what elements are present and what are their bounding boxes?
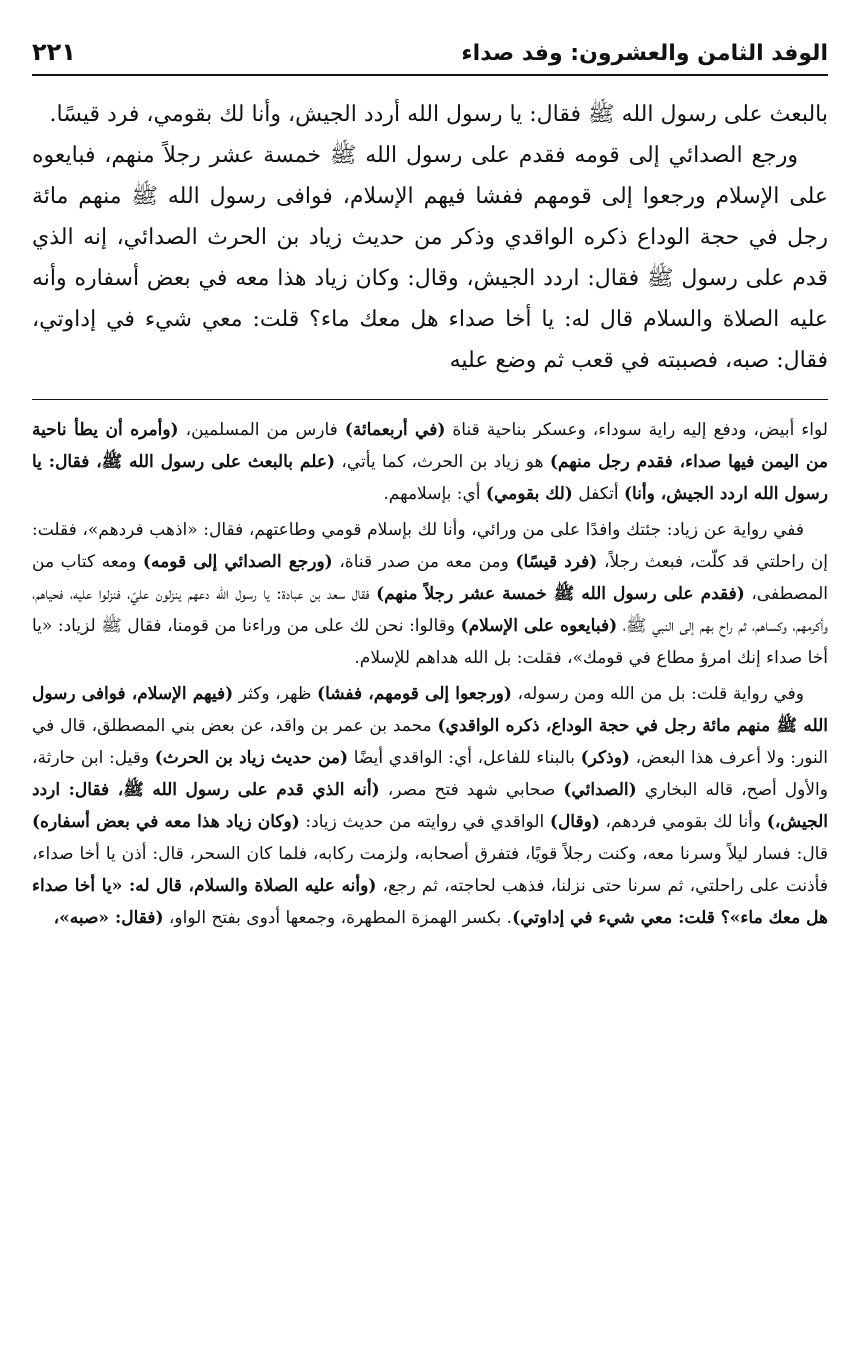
page-number: ٢٢١ [32,38,76,66]
commentary-paragraph [32,514,828,674]
commentary-paragraph [32,678,828,934]
commentary-run: محمد بن عمر بن واقد، عن بعض بني المصطلق، قال في النور: ولا أعرف هذا البعض، [32,716,829,768]
commentary-bold-run: (وأنه عليه الصلاة والسلام، قال له: «يا أخا صداء هل معك ماء»؟ قلت: معي شيء في إداوتي) [32,876,828,928]
commentary-bold-run: (الصدائي) [563,780,637,800]
commentary-bold-run: (ورجع الصدائي إلى قومه) [142,552,333,572]
commentary-run: وأنا لك بقومي فردهم، [599,812,767,832]
main-paragraph: ورجع الصدائي إلى قومه فقدم على رسول الله ﷺ خمسة عشر رجلاً منهم، فبايعوه على الإسلام ورجعوا إلى قومهم ففشا فيهم الإسلام، فوافى رسول الله ﷺ منهم مائة رجل في حجة الوداع ذكره الواقدي وذكر من حديث زياد بن الحرث الصدائي، إنه الذي قدم على رسول ﷺ فقال: اردد الجيش، وقال: وكان زياد هذا معه في بعض أسفاره وأنه عليه الصلاة والسلام قال له: يا أخا صداء هل معك ماء؟ قلت: معي شيء في إداوتي، فقال: صبه، فصببته في قعب ثم وضع عليه [32,143,828,373]
commentary-run: ظهر، وكثر [233,684,318,704]
commentary-run: وفي رواية قلت: بل من الله ومن رسوله، [511,684,805,704]
running-title: الوفد الثامن والعشرون: وفد صداء [461,41,828,66]
commentary-bold-run: (وقال) [549,812,600,832]
commentary-run: فقال سعد بن عبادة: يا رسول الله دعهم ينزلون عليّ، فنزلوا عليه، فحياهم، وأكرمهم، وكساهم، ثم راح بهم إلى النبي ﷺ، [32,584,828,636]
commentary-bold-run: (من حديث زياد بن الحرث) [154,748,349,768]
commentary-run: . بكسر الهمزة المطهرة، وجمعها أدوى بفتح الواو، [163,908,513,928]
commentary-bold-run: (فقدم على رسول الله ﷺ خمسة عشر رجلاً منهم) [376,584,745,604]
page-header [32,0,828,76]
commentary-run: ففي رواية عن زياد: جئتك وافدًا على من ورائي، وأنا لك بإسلام قومي وطاعتهم، فقال: «اذهب فردهم»، فقلت: إن راحلتي قد كلّت، فبعث رجلاً، [32,520,829,572]
commentary-bold-run: (وذكر) [580,748,630,768]
footnote-divider [32,399,828,400]
commentary-bold-run: (فبايعوه على الإسلام) [460,616,618,636]
commentary [32,414,828,934]
commentary-bold-run: (فقال: «صبه»، [53,908,164,928]
commentary-paragraph [32,414,828,510]
commentary-run: أي: بإسلامهم. [383,484,486,504]
commentary-bold-run: (وأمره أن يطأ ناحية من اليمن فيها صداء، فقدم رجل منهم) [32,420,828,472]
commentary-bold-run: (فرد قيسًا) [515,552,598,572]
commentary-run: ومعه كتاب من المصطفى، [32,552,828,604]
main-paragraph: بالبعث على رسول الله ﷺ فقال: يا رسول الله أردد الجيش، وأنا لك بقومي، فرد قيسًا. [49,102,828,127]
commentary-run: لواء أبيض، ودفع إليه راية سوداء، وعسكر بناحية قناة [445,420,828,440]
commentary-run: هو زياد بن الحرث، كما يأتي، [335,452,550,472]
commentary-run: وقيل: ابن حارثة، والأول أصح، قاله البخاري [32,748,828,800]
commentary-bold-run: (لك بقومي) [485,484,573,504]
main-text [32,94,828,381]
commentary-bold-run: (علم بالبعث على رسول الله ﷺ، فقال: يا رسول الله اردد الجيش، وأنا) [32,452,828,504]
commentary-run: بالبناء للفاعل، أي: الواقدي أيضًا [348,748,581,768]
commentary-run: قال: فسار ليلاً وسرنا معه، وكنت رجلاً قويًا، فتفرق أصحابه، ولزمت ركابه، فلما كان السحر، قال: أذن يا أخا صداء، فأذنت على راحلتي، ثم سرنا حتى نزلنا، فذهب لحاجته، ثم رجع، [32,844,828,896]
commentary-bold-run: (ورجعوا إلى قومهم، ففشا) [317,684,512,704]
commentary-run: صحابي شهد فتح مصر، [379,780,564,800]
commentary-run: الواقدي في روايته من حديث زياد: [299,812,550,832]
commentary-run: أتكفل [572,484,624,504]
commentary-run: وقالوا: نحن لك على من وراءنا من قومنا، فقال ﷺ لزياد: «يا أخا صداء إنك امرؤ مطاع في قومك»، فقلت: بل الله هداهم للإسلام. [32,616,828,668]
commentary-bold-run: (أنه الذي قدم على رسول الله ﷺ، فقال: اردد الجيش،) [32,780,828,832]
commentary-run: فارس من المسلمين، [178,420,345,440]
commentary-bold-run: (فيهم الإسلام، فوافى رسول الله ﷺ منهم مائة رجل في حجة الوداع، ذكره الواقدي) [32,684,828,736]
commentary-bold-run: (وكان زياد هذا معه في بعض أسفاره) [32,812,300,832]
commentary-run: ومن معه من صدر قناة، [332,552,516,572]
commentary-bold-run: (في أربعمائة) [344,420,446,440]
